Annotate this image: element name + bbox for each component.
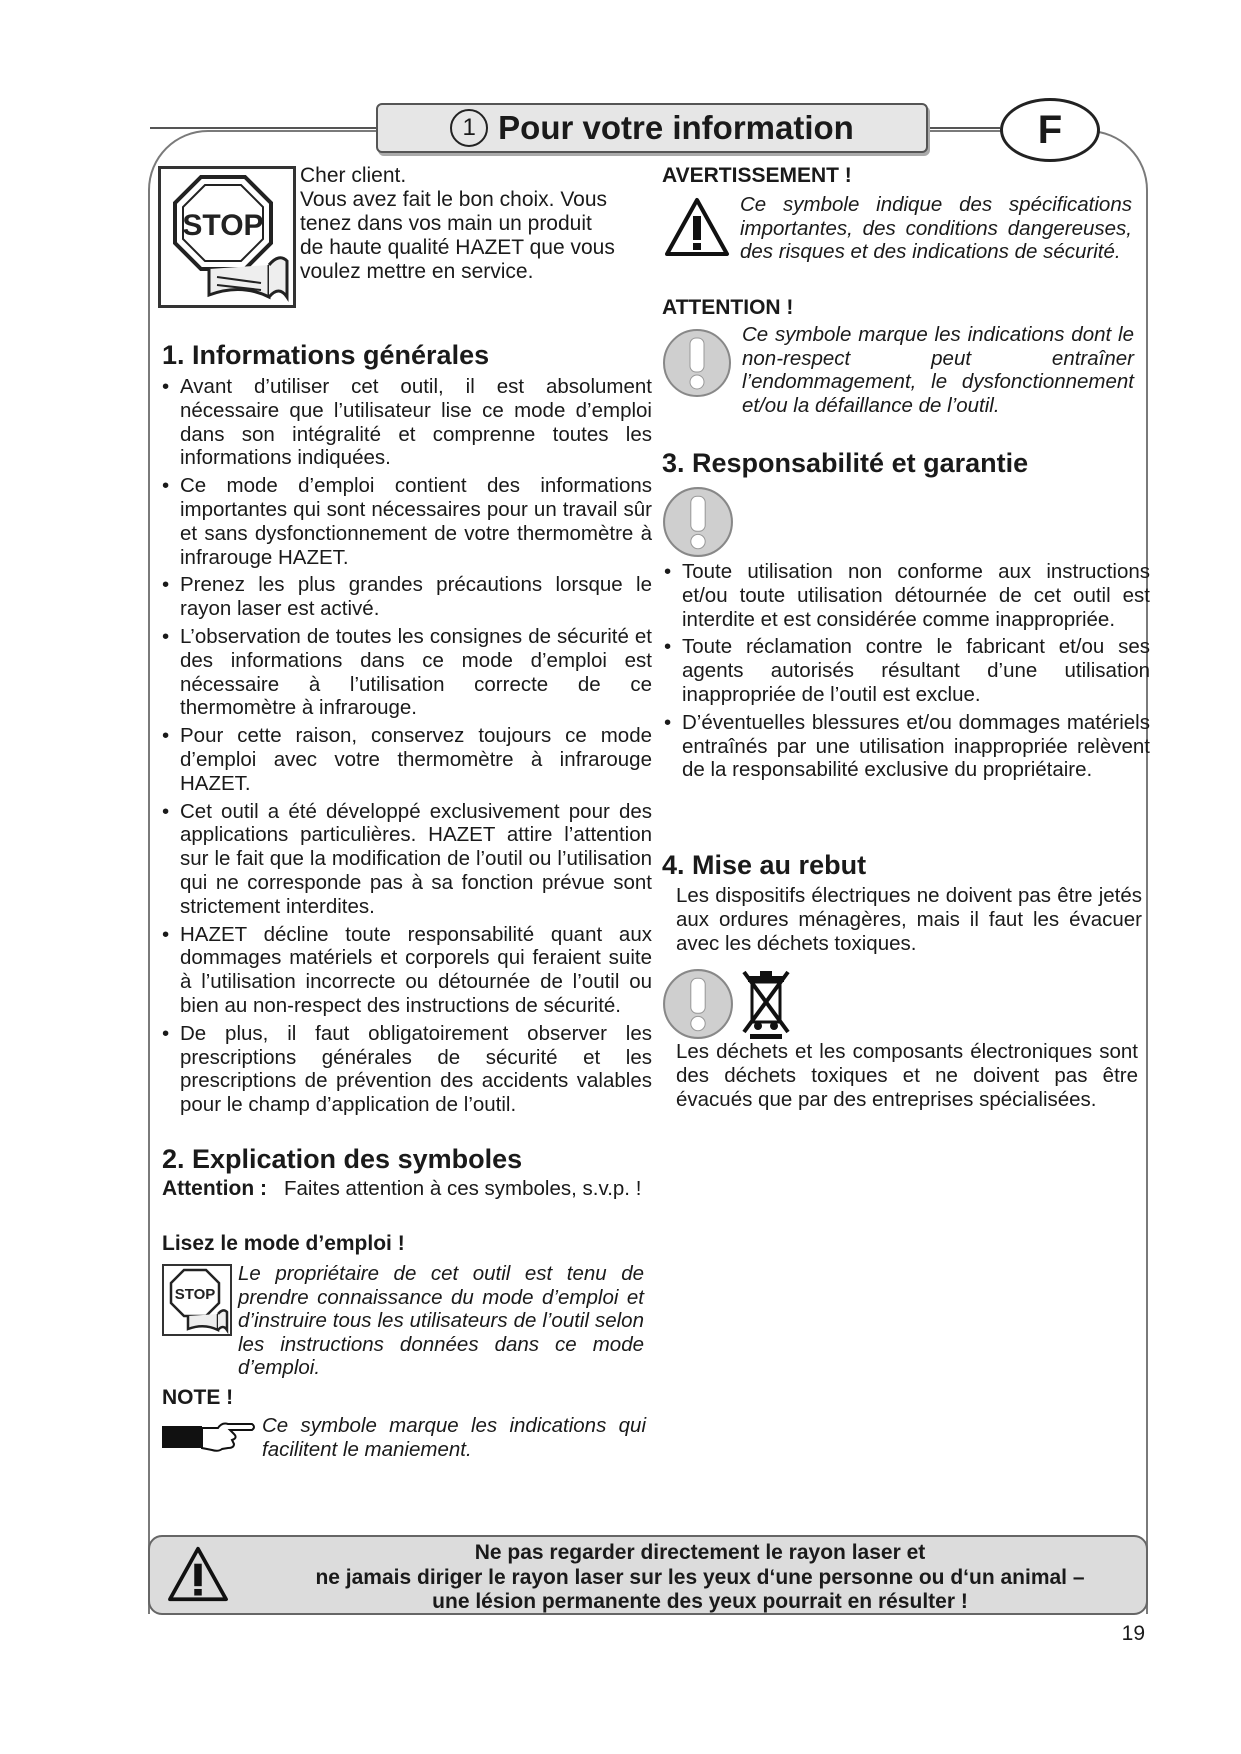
greeting-line: de haute qualité HAZET que vous <box>300 236 615 259</box>
greeting-line: voulez mettre en service. <box>300 260 534 283</box>
header-line-left <box>150 127 376 129</box>
list-item: • Cet outil a été développé exclusivement pour des applications particulières. HAZET attire l’attention sur le fait que la modification de l’outil ou l’utilisation qui ne corresponde pas à sa fonction prévue sont strictement interdites. <box>162 800 652 919</box>
attention-label: Attention : <box>162 1177 267 1200</box>
section-2-title: 2. Explication des symboles <box>162 1144 523 1174</box>
warning-label: AVERTISSEMENT ! <box>662 164 852 187</box>
section-1-list <box>162 375 652 1121</box>
attention-symbol-text: Ce symbole marque les indications dont le non-respect peut entraîner l’endommagement, le dysfonctionnement et/ou la défaillance de l’outil. <box>742 323 1134 417</box>
page-header <box>376 103 928 153</box>
stop-book-icon <box>158 166 296 308</box>
exclamation-circle-icon <box>662 486 734 558</box>
list-item: • L’observation de toutes les consignes de sécurité et des informations dans ce mode d’emploi est nécessaire à l’utilisation correcte de ce thermomètre à infrarouge. <box>162 625 652 720</box>
attention-text: Faites attention à ces symboles, s.v.p. ! <box>284 1177 642 1200</box>
greeting-line: Cher client. <box>300 164 407 187</box>
list-item: • Ce mode d’emploi contient des informations importantes qui sont nécessaires pour un travail sûr et sans dysfonctionnement de votre thermomètre à infrarouge HAZET. <box>162 474 652 569</box>
section-4-title: 4. Mise au rebut <box>662 850 867 880</box>
greeting-line: Vous avez fait le bon choix. Vous <box>300 188 608 211</box>
banner-line: une lésion permanente des yeux pourrait en résulter ! <box>432 1590 968 1613</box>
list-item: • Avant d’utiliser cet outil, il est absolument nécessaire que l’utilisateur lise ce mode d’emploi dans son intégralité et comprenne toutes les informations indiquées. <box>162 375 652 470</box>
exclamation-circle-icon <box>662 328 732 398</box>
note-label: NOTE ! <box>162 1386 234 1409</box>
section-1-title: 1. Informations générales <box>162 340 490 370</box>
laser-warning-banner <box>148 1535 1148 1615</box>
note-text: Ce symbole marque les indications qui facilitent le maniement. <box>262 1414 646 1461</box>
list-item: • D’éventuelles blessures et/ou dommages matériels entraînés par une utilisation inappropriée relèvent de la responsabilité exclusive du propriétaire. <box>664 711 1150 782</box>
language-badge: F <box>1000 98 1100 162</box>
list-item: • Toute réclamation contre le fabricant et/ou ses agents autorisés résultant d’une utilisation inappropriée de l’outil est exclue. <box>664 635 1150 706</box>
list-item: • HAZET décline toute responsabilité quant aux dommages matériels et corporels qui feraient suite à l’utilisation incorrecte ou détournée de l’outil ou bien au non-respect des instructions de sécurité. <box>162 923 652 1018</box>
banner-line: ne jamais diriger le rayon laser sur les yeux d‘une personne ou d‘un animal – <box>315 1565 1085 1589</box>
page-number: 19 <box>1121 1622 1145 1645</box>
header-number: 1 <box>450 109 488 147</box>
header-line-right <box>926 127 1000 129</box>
read-manual-text: Le propriétaire de cet outil est tenu de prendre connaissance du mode d’emploi et d’instruire tous les utilisateurs de l’outil selon les instructions données dans ce mode d’emploi. <box>238 1262 644 1379</box>
svg-text:STOP: STOP <box>182 209 264 242</box>
exclamation-circle-icon <box>662 968 734 1040</box>
greeting-line: tenez dans vos main un produit <box>300 212 592 235</box>
greeting-text <box>300 164 660 284</box>
banner-text <box>300 1541 1100 1615</box>
attention-symbol-label: ATTENTION ! <box>662 296 794 319</box>
electronic-waste-text: Les déchets et les composants électroniques sont des déchets toxiques et ne doivent pas être évacués que par des entreprises spécialisées. <box>676 1040 1138 1111</box>
read-manual-label: Lisez le mode d’emploi ! <box>162 1232 405 1255</box>
list-item: • De plus, il faut obligatoirement observer les prescriptions générales de sécurité et les prescriptions de prévention des accidents valables pour le champ d’application de l’outil. <box>162 1022 652 1117</box>
page-title: Pour votre information <box>498 109 854 146</box>
list-item: • Pour cette raison, conservez toujours ce mode d’emploi avec votre thermomètre à infrarouge HAZET. <box>162 724 652 795</box>
crossed-bin-icon <box>740 968 792 1040</box>
section-3-title: 3. Responsabilité et garantie <box>662 448 1029 478</box>
disposal-text: Les dispositifs électriques ne doivent pas être jetés aux ordures ménagères, mais il faut les évacuer avec les déchets toxiques. <box>676 884 1142 955</box>
warning-text: Ce symbole indique des spécifications importantes, des conditions dangereuses, des risques et des indications de sécurité. <box>740 193 1132 263</box>
pointing-hand-icon <box>162 1416 256 1456</box>
warning-triangle-icon <box>664 196 730 258</box>
stop-book-icon <box>162 1264 232 1336</box>
svg-text:STOP: STOP <box>174 1286 216 1303</box>
list-item: • Toute utilisation non conforme aux instructions et/ou toute utilisation détournée de cet outil est interdite et est considérée comme inappropriée. <box>664 560 1150 631</box>
section-3-list <box>664 560 1150 786</box>
warning-triangle-icon <box>166 1545 230 1603</box>
list-item: • Prenez les plus grandes précautions lorsque le rayon laser est activé. <box>162 573 652 621</box>
banner-line: Ne pas regarder directement le rayon laser et <box>474 1541 926 1564</box>
